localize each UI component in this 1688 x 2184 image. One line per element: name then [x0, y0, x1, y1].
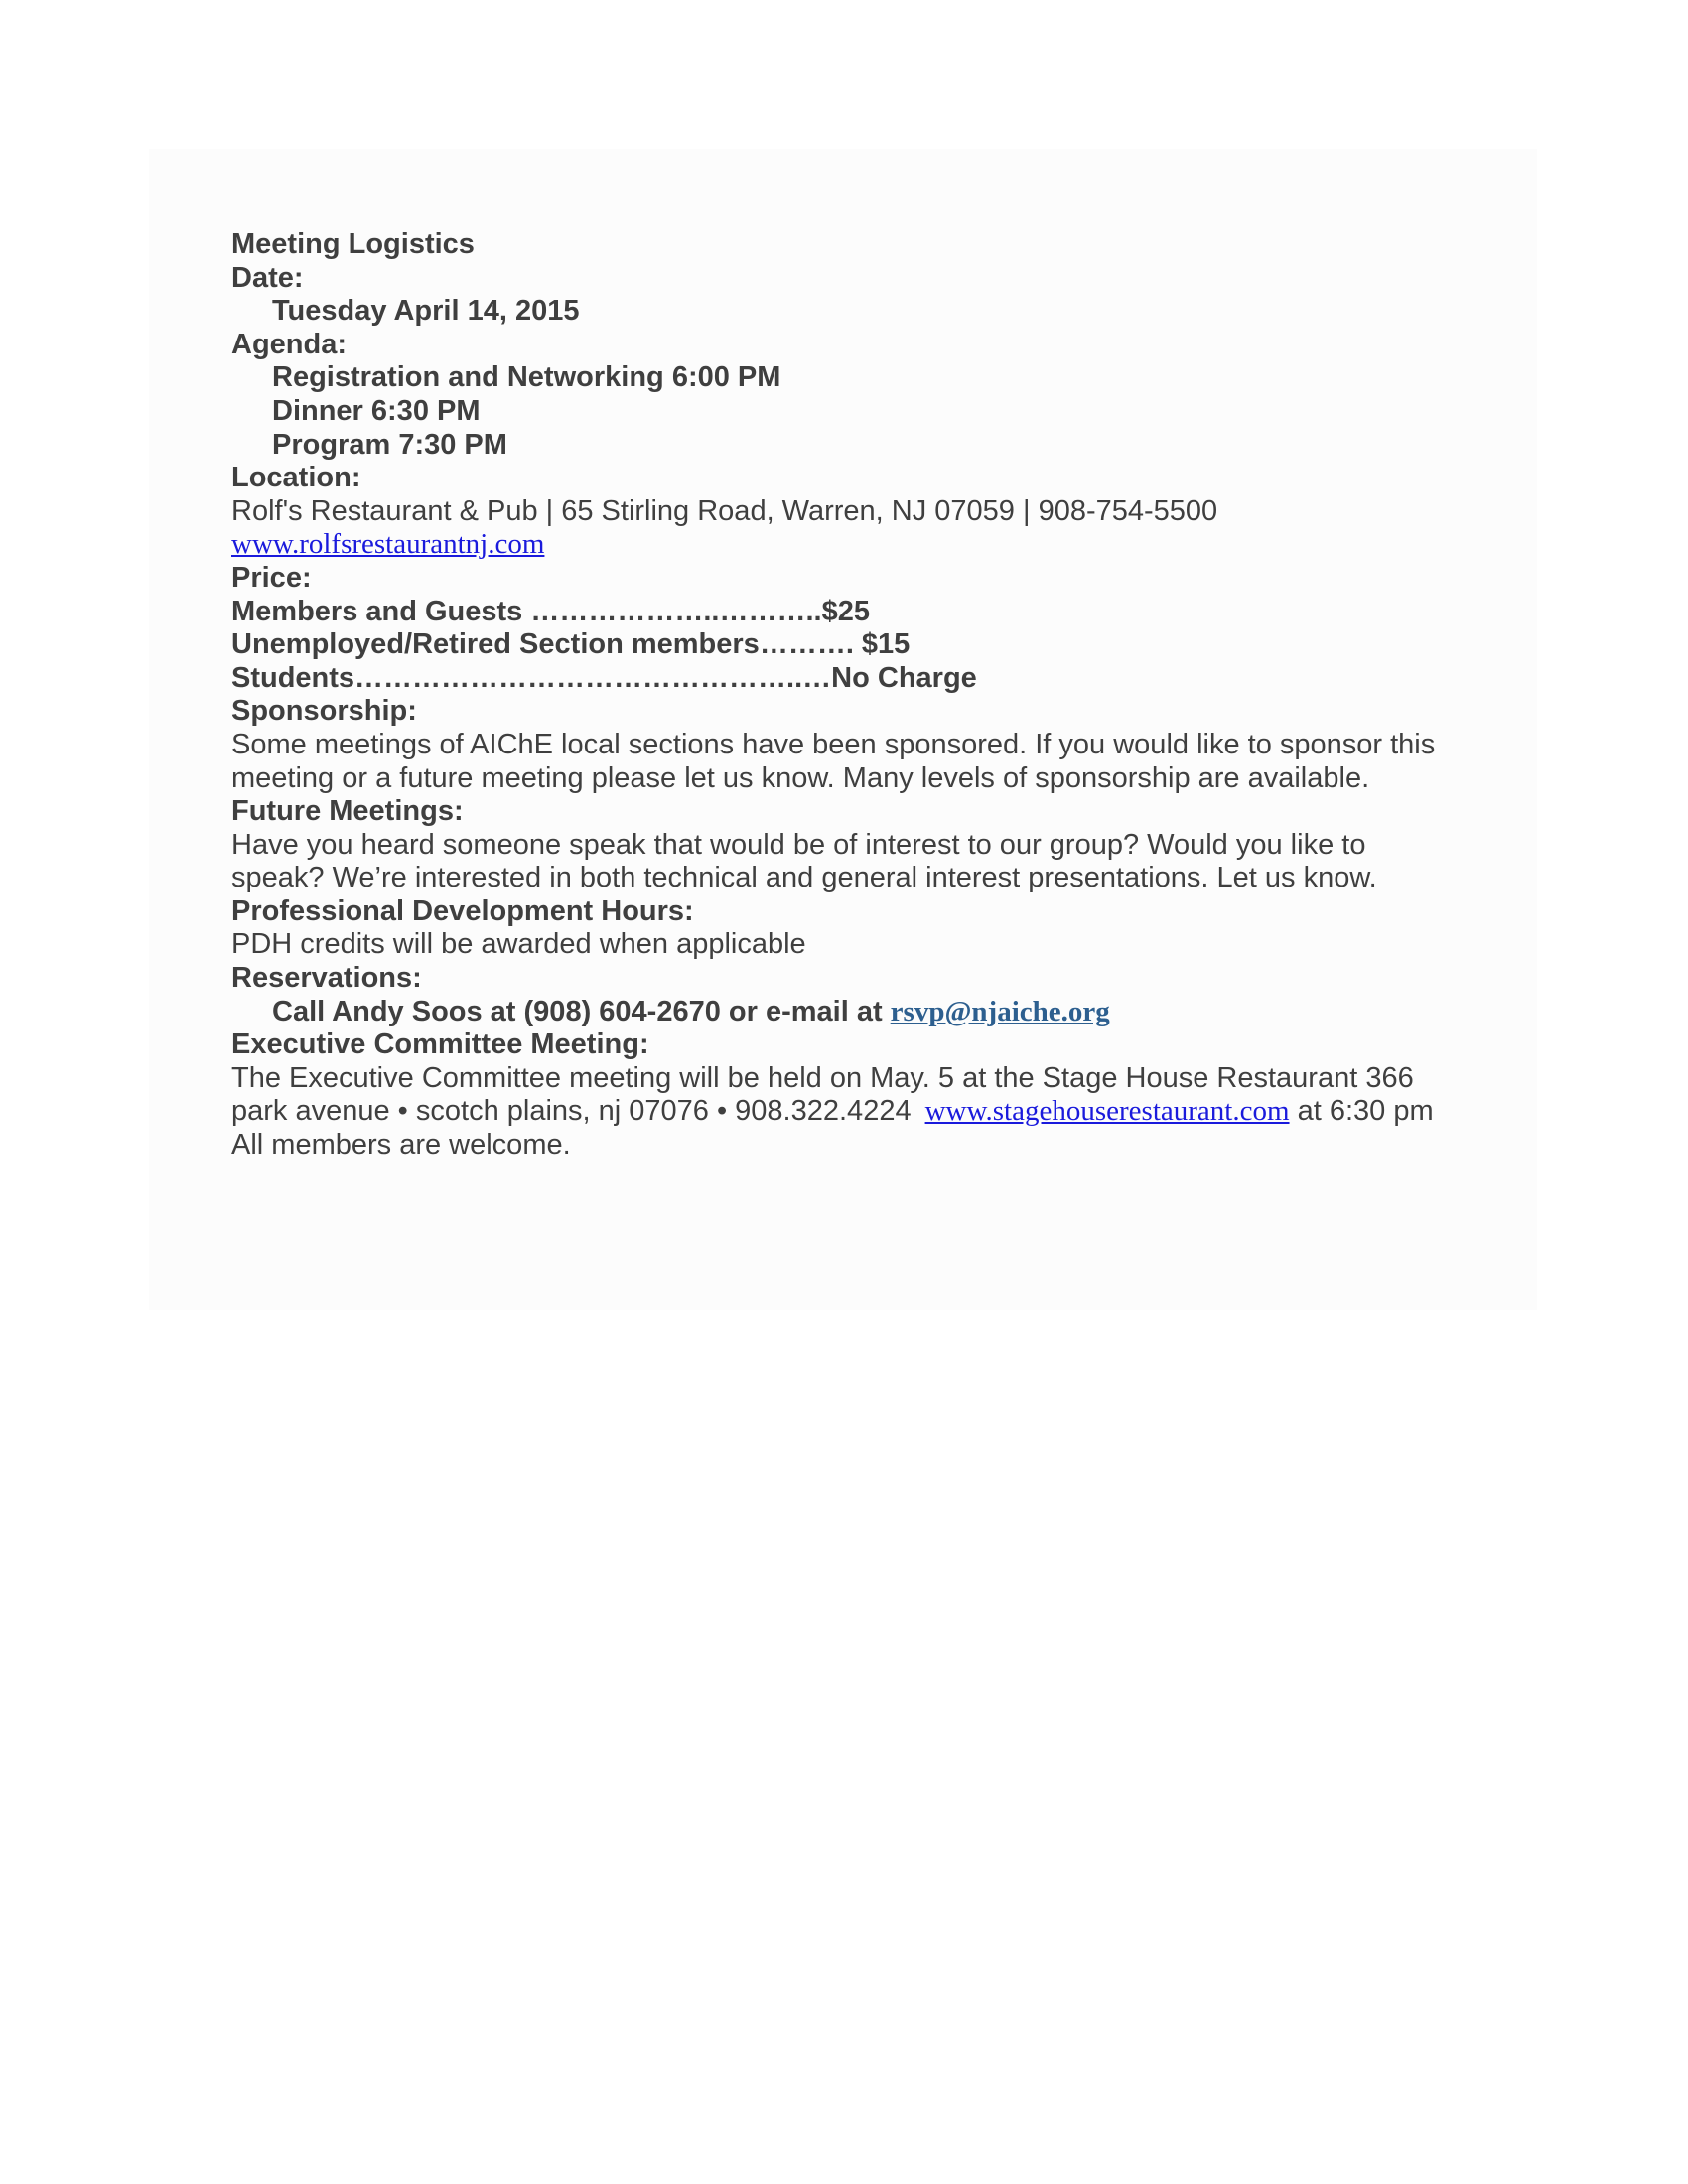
date-label: Date:: [231, 261, 304, 294]
price-row-unemployed: Unemployed/Retired Section members………. $15: [231, 628, 911, 661]
reservations-text: Call Andy Soos at (908) 604-2670 or e-mail at: [272, 995, 883, 1027]
sponsorship-label: Sponsorship:: [231, 695, 417, 728]
pdh-label: Professional Development Hours:: [231, 894, 694, 927]
agenda-item-dinner: Dinner 6:30 PM: [272, 394, 481, 427]
future-meetings-text-line-2: speak? We’re interested in both technical and general interest presentations. Let us know.: [231, 862, 1377, 894]
agenda-item-registration: Registration and Networking 6:00 PM: [272, 361, 781, 394]
agenda-label: Agenda:: [231, 328, 347, 360]
section-heading: Meeting Logistics: [231, 228, 475, 260]
future-meetings-label: Future Meetings:: [231, 795, 464, 828]
executive-address-text: park avenue • scotch plains, nj 07076 • 908.322.4224: [231, 1095, 912, 1128]
agenda-item-program: Program 7:30 PM: [272, 428, 507, 461]
executive-committee-label: Executive Committee Meeting:: [231, 1028, 649, 1061]
sponsorship-text-line-1: Some meetings of AIChE local sections have been sponsored. If you would like to sponsor this: [231, 728, 1436, 760]
price-row-students: Students………………………………………..…No Charge: [231, 661, 977, 694]
executive-committee-line-1: The Executive Committee meeting will be held on May. 5 at the Stage House Restaurant 366: [231, 1061, 1414, 1094]
future-meetings-text-line-1: Have you heard someone speak that would be of interest to our group? Would you like to: [231, 828, 1366, 861]
pdh-text: PDH credits will be awarded when applicable: [231, 928, 806, 961]
stagehouse-website-link[interactable]: www.stagehouserestaurant.com: [924, 1095, 1290, 1128]
reservations-line: [231, 996, 1522, 1029]
sponsorship-text-line-2: meeting or a future meeting please let us know. Many levels of sponsorship are available.: [231, 761, 1370, 794]
executive-committee-line-2: [231, 1095, 1522, 1129]
location-address: Rolf's Restaurant & Pub | 65 Stirling Road, Warren, NJ 07059 | 908-754-5500: [231, 494, 1218, 527]
executive-time-text: at 6:30 pm: [1297, 1095, 1434, 1128]
price-row-members: Members and Guests ………………..………..$25: [231, 595, 870, 627]
location-label: Location:: [231, 462, 361, 494]
date-value: Tuesday April 14, 2015: [272, 295, 580, 328]
price-label: Price:: [231, 561, 312, 594]
executive-committee-line-3: All members are welcome.: [231, 1129, 571, 1161]
rsvp-email-link[interactable]: rsvp@njaiche.org: [890, 995, 1110, 1027]
reservations-label: Reservations:: [231, 962, 422, 995]
restaurant-website-link[interactable]: www.rolfsrestaurantnj.com: [231, 528, 545, 561]
meeting-logistics-section: [231, 228, 1522, 1162]
